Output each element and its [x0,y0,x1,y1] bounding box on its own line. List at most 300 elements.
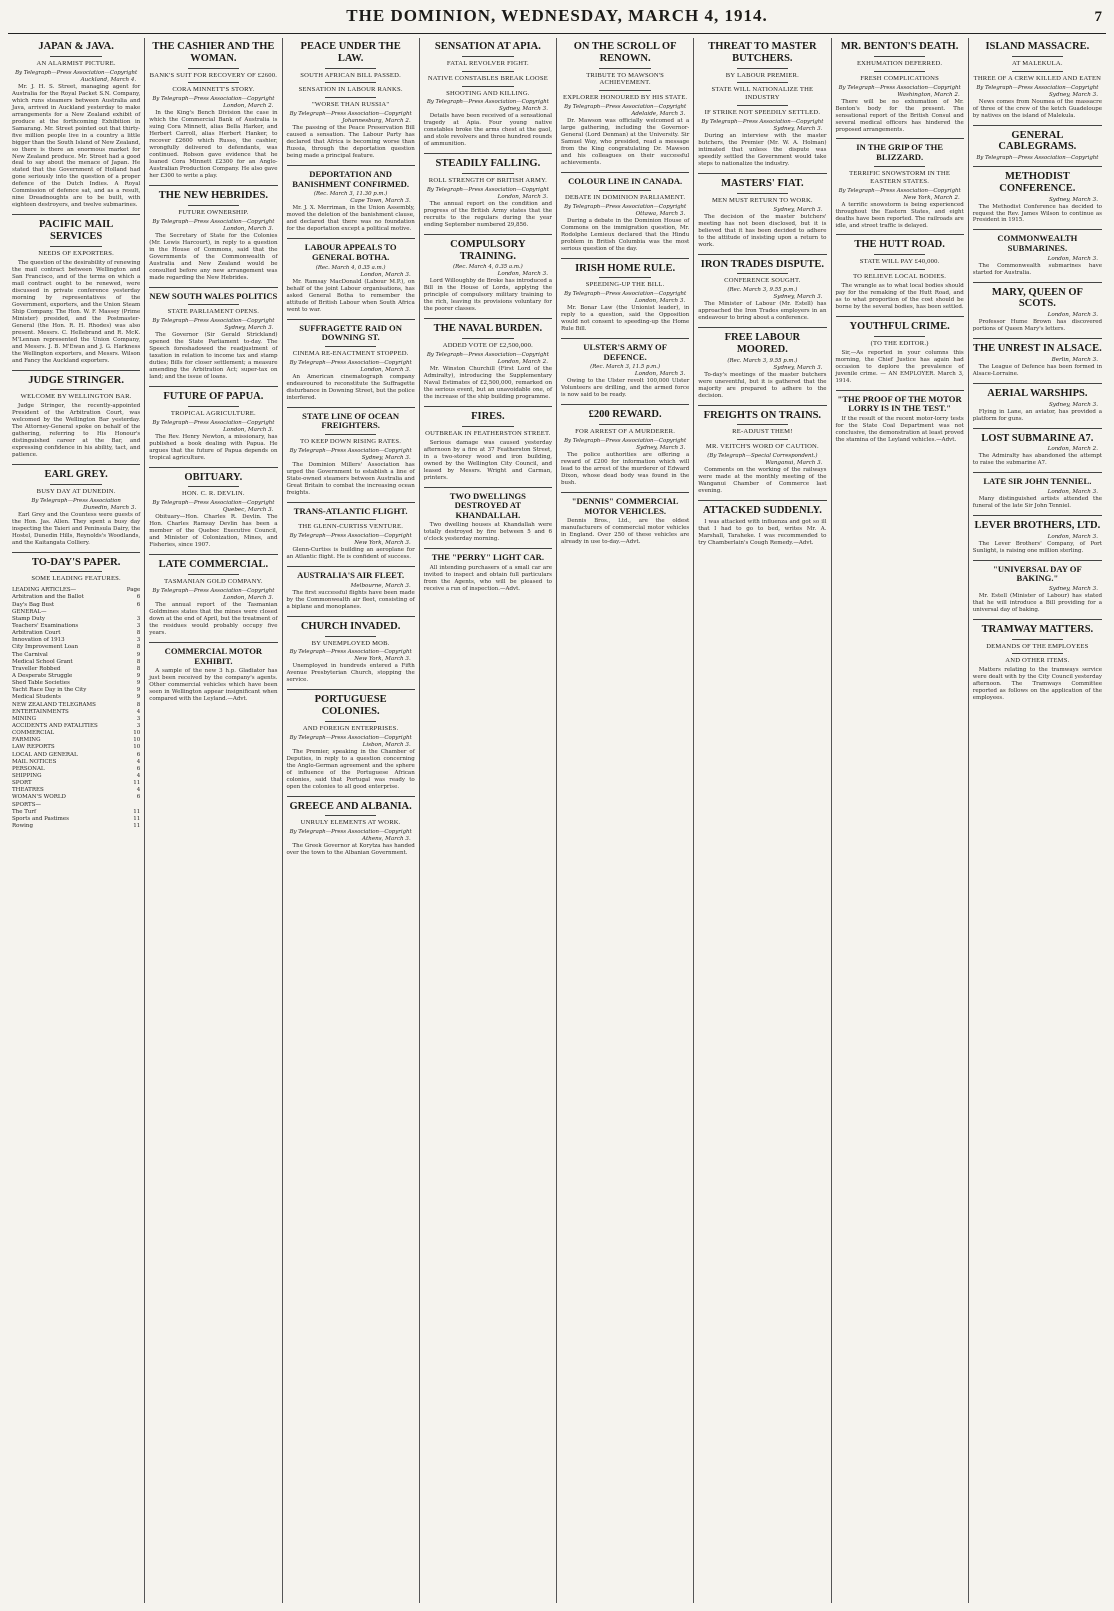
subheadline: TRIBUTE TO MAWSON'S ACHIEVEMENT. [586,71,665,87]
article-universal-day-of-baking [973,560,1102,614]
headline-rule [599,68,650,69]
headline: FREE LABOUR MOORED. [724,332,801,355]
dateline: Auckland, March 4. [80,76,137,83]
article-the-cashier-and-the-woman [149,41,277,180]
article-body: The passing of the Peace Preservation Bill caused a sensation. The Labour Party has declared that Africa is becoming worse than Russia, through the deportation question being made a principal feature. [286,125,415,160]
article-separator [973,383,1102,384]
feature-label: LAW REPORTS [12,744,55,751]
column-5 [557,38,694,1603]
headline: PORTUGUESE COLONIES. [314,694,387,718]
feature-row [12,659,140,666]
article-body: Glenn-Curtiss is building an aeroplane for an Atlantic flight. He is confident of success. [286,547,415,561]
headline: MARY, QUEEN OF SCOTS. [991,286,1083,310]
subheadline: FOR ARREST OF A MURDERER. [575,428,676,436]
headline: JUDGE STRINGER. [28,374,124,386]
feature-row [12,802,140,809]
feature-page: 11 [133,822,141,829]
wire-credit: By Telegraph—Press Association—Copyright [152,96,275,103]
headline-rule [462,86,513,87]
article-body: Mr. Ramsay MacDonald (Labour M.P.), on behalf of the joint Labour organisations, has asked General Botha to remember the attitude of British Labour when South Africa went to war. [286,278,415,313]
article-irish-home-rule [561,258,689,334]
dateline: London, March 2. [223,103,274,110]
article-separator [149,185,277,186]
subheadline: NATIVE CONSTABLES BREAK LOOSE [427,74,548,82]
feature-label: City Improvement Loan [12,644,78,651]
feature-page: 8 [136,630,141,637]
headline-rule [737,105,788,106]
wire-credit: (Rec. March 3, 11.5 p.m.) [590,364,661,371]
feature-label: Arbitration Court [12,630,61,637]
headline: THE HUTT ROAD. [854,239,945,251]
article-separator [561,258,689,259]
article-attacked-suddenly [698,500,826,547]
article-separator [424,318,552,319]
subheadline: ROLL STRENGTH OF BRITISH ARMY. [428,177,548,185]
article-body: Lord Willoughby de Broke has introduced a Bill in the House of Lords, applying the principle of compulsory military training to the rich, leaving its provisions voluntary for the poorer classes. [423,278,552,313]
headline: MR. BENTON'S DEATH. [840,41,959,52]
feature-page: 4 [136,772,141,779]
headline-rule [325,721,376,722]
article-separator [287,689,415,690]
dateline: New York, March 3. [354,540,411,547]
feature-page: 9 [136,680,141,687]
article-body: Professor Hume Brown has discovered portions of Queen Mary's letters. [972,319,1102,333]
dateline: Washington, March 2. [897,91,960,98]
article-separator [561,404,689,405]
article-separator [149,287,277,288]
feature-row [12,666,140,673]
article-body: Judge Stringer, the recently-appointed President of the Arbitration Court, was welcomed by the Wellington Bar yesterday. The Attorney-General spoke on behalf of the gathering, referring to His Honour's distinguished career at the Bar, and expressing confidence in his ability, tact, and patience. [12,403,141,459]
dateline: Johannesburg, March 2. [342,118,411,125]
article-australia-s-air-fleet [287,566,415,611]
headline-rule [1012,71,1064,72]
feature-page: 3 [136,715,141,722]
dateline: Sydney, March 3. [1048,401,1098,408]
article-tramway-matters [973,619,1102,702]
wire-credit: By Telegraph—Press Association—Copyright [15,69,138,76]
subheadline: BUSY DAY AT DUNEDIN. [36,487,116,495]
headline: LATE COMMERCIAL. [158,559,269,571]
article-body: Two dwelling houses at Khandallah were totally destroyed by fire between 5 and 6 o'clock yesterday morning. [423,522,552,543]
article-separator [698,327,826,328]
wire-credit: By Telegraph—Press Association—Copyright [152,500,275,507]
headline-rule [874,269,925,270]
article-separator [698,405,826,406]
article-body: Owing to the Ulster revolt 100,000 Ulster Volunteers are drilling, and the armed force is now said to be ready. [561,378,690,399]
subheadline: FRESH COMPLICATIONS [860,74,939,82]
subheadline: EXPLORER HONOURED BY HIS STATE. [562,94,688,102]
masthead [8,6,1106,34]
headline: TO-DAY'S PAPER. [31,556,121,568]
headline: SUFFRAGETTE RAID ON DOWNING ST. [299,322,402,343]
headline: FIRES. [471,410,505,422]
article-peace-under-the-law [287,41,415,160]
headline: OBITUARY. [184,471,243,483]
headline: LEVER BROTHERS, LTD. [974,519,1101,531]
article-body: The League of Defence has been formed in Alsace-Lorraine. [972,363,1102,377]
feature-page: 3 [136,615,141,622]
headline: FUTURE OF PAPUA. [163,391,264,403]
headline: THE NAVAL BURDEN. [433,323,543,335]
page-number: 7 [1094,9,1102,25]
article-body: The question of the desirability of renewing the mail contract between Wellington and San Francisco, and of the terms on which a mail contract ought to be renewed, were discussed in private conference yesterday morning by representatives of the Government, exporters, and the Union Steam Ship Company. The Hon. W. F. Massey (Prime Minister) presided, and the Postmaster-General (the Hon. R. H. Rhodes) was also present. Messrs. C. Hellebrand and R. McK. M'Lennan represented the Union Company, and Messrs. J. B. M'Ewan and J. G. Harkness the Wellington exporters, and Messrs. Wilson and Fancy the Auckland exporters. [12,259,141,364]
article-body: Mr. Estell (Minister of Labour) has stated that he will introduce a Bill providing for a universal day of baking. [972,592,1102,613]
article-separator [287,165,415,166]
article-body: Unemployed in hundreds entered a Fifth Avenue Presbyterian Church, stopping the service. [286,663,415,684]
article-separator [973,282,1102,283]
article-lever-brothers-ltd [973,515,1102,555]
dateline: Cape Town, March 3. [350,198,411,205]
column-2 [145,38,282,1603]
feature-row [12,780,140,787]
feature-row [12,637,140,644]
article-separator [973,515,1102,516]
headline-rule [1012,653,1064,654]
article-on-the-scroll-of-renown [561,41,689,167]
feature-label: Sports and Pastimes [12,815,69,822]
feature-label: Day's Bag Bust [12,601,55,608]
subheadline: THREE OF A CREW KILLED AND EATEN [973,74,1102,82]
article-dennis-commercial-motor-vehicles [561,492,689,546]
headline: LABOUR APPEALS TO GENERAL BOTHA. [304,242,397,262]
headline: FREIGHTS ON TRAINS. [703,409,822,421]
headline: THE UNREST IN ALSACE. [972,343,1102,355]
dateline: Sydney, March 3. [498,106,548,113]
subheadline: ADDED VOTE OF £2,500,000. [442,342,533,350]
feature-label: SHIPPING [12,772,42,779]
feature-label: LOCAL AND GENERAL [12,751,78,758]
column-6 [694,38,831,1603]
dateline: London, March 3. [497,271,548,278]
headline: ISLAND MASSACRE. [985,41,1090,52]
wire-credit: By Telegraph—Press Association—Copyright [701,119,824,126]
subheadline: SPEEDING-UP THE BILL. [585,281,665,289]
headline: THE CASHIER AND THE WOMAN. [152,41,275,64]
dateline: London, March 3. [497,194,548,201]
article-separator [973,229,1102,230]
headline: IRON TRADES DISPUTE. [700,258,824,270]
dateline: Melbourne, March 3. [350,582,411,589]
headline-rule [874,336,925,337]
wire-credit: By Telegraph—Press Association—Copyright [289,447,412,454]
headline-rule [325,82,376,83]
feature-row [12,587,140,594]
article-body: The Governor (Sir Gerald Strickland) opened the State Parliament to-day. The Speech foreshadowed the readjustment of taxation in relation to income tax and stamp duties; Bills for closer settlement; a measure amending the Arbitration Act; super-tax on land; and the issue of loans. [149,332,278,381]
article-separator [698,500,826,501]
dateline: Quebec, March 3. [222,507,274,514]
headline: COMPULSORY TRAINING. [450,238,526,262]
headline: IN THE GRIP OF THE BLIZZARD. [856,142,943,163]
feature-label: GENERAL— [12,608,47,615]
feature-page: 6 [136,751,141,758]
article-body: Mr. J. X. Merriman, in the Union Assembly, moved the deletion of the banishment clause, and declared that there was no foundation for the deportation except a political motive. [286,205,415,233]
feature-page: 8 [136,658,141,665]
article-separator [973,125,1102,126]
headline-rule [325,346,376,347]
headline: PEACE UNDER THE LAW. [300,41,401,64]
feature-page: 6 [136,794,141,801]
article-youthful-crime [836,316,964,385]
article-body: Obituary—Hon. Charles R. Devlin. The Hon. Charles Ramsay Devlin has been a member of the Quebec Executive Council, and Minister of Colonization, Mines, and Fisheries, since 1907. [149,514,278,549]
headline-rule [599,90,650,91]
article-body: The Rev. Henry Newton, a missionary, has published a book dealing with Papua. He argues that the future of Papua depends on tropical agriculture. [149,433,278,461]
wire-credit: By Telegraph—Press Association—Copyright [564,104,687,111]
subheadline: WELCOME BY WELLINGTON BAR. [20,393,132,401]
subheadline: MR. VEITCH'S WORD OF CAUTION. [705,443,819,451]
feature-label: SPORT [12,780,32,787]
article-body: Matters relating to the tramways service were dealt with by the City Council yesterday afternoon. The Tramways Committee reported as follows on the application of the employees. [972,667,1102,702]
wire-credit: By Telegraph—Press Association—Copyright [289,649,412,656]
article-separator [287,319,415,320]
article-separator [149,467,277,468]
dateline: London, March 3. [1047,533,1098,540]
headline: £200 REWARD. [588,409,662,421]
article-body: The Premier, speaking in the Chamber of Deputies, in reply to a question concerning the Anglo-German agreement and the sphere of influence of the Portuguese African colonies, said that Portugal was ready to open the colonies to all good enterprise. [286,748,415,790]
wire-credit: By Telegraph—Press Association—Copyright [976,155,1099,162]
dateline: Adelaide, March 3. [631,111,686,118]
headline: EARL GREY. [44,469,108,481]
dateline: London, March 2. [497,359,548,366]
article-body: Comments on the working of the railways were made at the monthly meeting of the Wanganui Chamber of Commerce last evening. [698,467,827,495]
headline: THREAT TO MASTER BUTCHERS. [708,41,817,64]
feature-label: ENTERTAINMENTS [12,708,69,715]
article-lost-submarine-a7 [973,428,1102,468]
headline-rule [737,273,788,274]
article-earl-grey [12,464,140,547]
subheadline: "WORSE THAN RUSSIA" [312,101,390,109]
dateline: Sydney, March 3. [361,454,411,461]
feature-page: 4 [136,758,141,765]
dateline: Sydney, March 3. [1048,196,1098,203]
dateline: London, March 2. [1047,446,1098,453]
headline: METHODIST CONFERENCE. [999,171,1076,194]
feature-label: Medical School Grant [12,658,73,665]
article-body: News comes from Noumea of the massacre of three of the crew of the ketch Guadeloupe by natives on the island of Malekula. [972,98,1102,119]
headline: STEADILY FALLING. [435,158,541,170]
article-mr-benton-s-death [836,41,964,133]
wire-credit: By Telegraph—Press Association—Copyright [426,187,549,194]
article-separator [973,338,1102,339]
article-separator [561,338,689,339]
dateline: New York, March 3. [354,656,411,663]
headline: JAPAN & JAVA. [38,41,114,52]
dateline: Sydney, March 3. [1048,91,1098,98]
headline: THE NEW HEBRIDES. [158,190,268,202]
feature-page: 3 [136,637,141,644]
feature-label: Rowing [12,822,33,829]
dateline: London, March 3. [360,271,411,278]
article-portuguese-colonies [287,689,415,790]
wire-credit: By Telegraph—Press Association—Copyright [152,587,275,594]
wire-credit: By Telegraph—Press Association—Copyright [289,359,412,366]
article-fires [424,406,552,482]
feature-label: Stamp Duty [12,615,46,622]
article-body: During a debate in the Dominion House of Commons on the immigration question, Mr. Rodolphe Lemieux declared that the Hindu problem in British Columbia was the most serious question of the day. [561,217,690,252]
wire-credit: By Telegraph—Press Association—Copyright [152,419,275,426]
dateline: Berlin, March 3. [1051,356,1098,363]
article-to-day-s-paper [12,552,140,584]
article-body: Details have been received of a sensational tragedy at Apia. Four young native constables broke the arms chest at the gaol, and stole revolvers and three hundred rounds of ammunition. [423,113,552,148]
headline-rule [188,82,239,83]
subheadline: SOUTH AFRICAN BILL PASSED. [300,71,401,79]
subheadline: CONFERENCE SOUGHT. [724,277,801,285]
feature-label: MAIL NOTICES [12,758,57,765]
subheadline: CINEMA RE-ENACTMENT STOPPED. [292,349,409,357]
feature-label: Shed Table Societies [12,680,70,687]
wire-credit: By Telegraph—Press Association [31,497,121,504]
headline-rule [325,68,376,69]
feature-row [12,694,140,701]
subheadline: AT MALEKULA. [1012,59,1063,67]
headline-rule [874,56,925,57]
headline: YOUTHFUL CRIME. [849,320,950,332]
article-body: Mr. J. H. S. Street, managing agent for Australia for the Royal Packet S.N. Company, which runs steamers between Australia and Java, arrived in Auckland yesterday to make arrangements for a New Zealand exhibit of produce at the forthcoming Exhibition in Samarang. Mr. Street pointed out that thirty-five million people live in a country a little bigger than the South Island of New Zealand, so there is there an enormous market for New Zealand produce. Mr. Street had a good deal to say about the menace of Japan. He stated that the Government of Holland had gone seriously into the question of a proper defence of the Dutch Indies. A Royal Commission of defence sat, and as a result, nine Dreadnoughts are to be built, with eighteen destroyers, and twelve submarines. [12,83,141,209]
article-separator [149,642,277,643]
subheadline: (TO THE EDITOR.) [870,339,929,347]
headline-rule [325,97,376,98]
wire-credit: By Telegraph—Press Association—Copyright [289,111,412,118]
article-body: A sample of the new 3 h.p. Gladiator has just been received by the company's agents. Other commercial vehicles which have been seen in Wellington appear insignificant when compared with the Leyland.—Advt. [149,668,278,703]
headline-rule [50,56,101,57]
feature-label: Traveller Robbed [12,665,61,672]
headline: IRISH HOME RULE. [575,262,676,274]
dateline: Sydney, March 3. [773,206,823,213]
article-body: The Greek Governor at Korytza has handed over the town to the Albanian Government. [286,843,415,857]
wire-credit: (Rec. March 3, 9.55 p.m.) [727,287,798,294]
article-late-sir-john-tenniel [973,472,1102,510]
article-body: The Dominion Millers' Association has urged the Government to establish a line of State-owned steamers between Australia and Great Britain to combat the increasing ocean freights. [286,461,415,496]
dateline: Athens, March 3. [362,836,411,843]
article-separator [149,554,277,555]
dateline: London, March 3. [1047,255,1098,262]
article-body: An American cinematograph company endeavoured to reconstitute the Suffragette disturbance in Downing Street, but the police interfered. [286,373,415,401]
dateline: London, March 3. [634,298,686,305]
article-separator [12,552,140,553]
article-iron-trades-dispute [698,254,826,323]
subheadline: TASMANIAN GOLD COMPANY. [164,578,263,586]
headline-rule [874,166,925,167]
feature-page: 6 [136,765,141,772]
feature-label: COMMERCIAL [12,730,55,737]
subheadline: TO KEEP DOWN RISING RATES. [300,437,402,445]
headline-rule [599,277,650,278]
feature-row [12,716,140,723]
article-body: Serious damage was caused yesterday afternoon by a fire at 37 Featherston Street, in a two-storey wood and iron building, owned by the Wellington City Council, and leased by Messrs. Wright and Carman, printers. [423,439,552,481]
article-obituary [149,467,277,550]
feature-label: NEW ZEALAND TELEGRAMS [12,701,96,708]
subheadline: FUTURE OWNERSHIP. [178,208,249,216]
article-separator [973,619,1102,620]
feature-page: 11 [133,780,141,787]
headline-rule [599,190,650,191]
dateline: Ottawa, March 3. [635,210,686,217]
article-labour-appeals-to-general-botha [287,238,415,313]
subheadline: NEEDS OF EXPORTERS. [38,249,114,257]
article-threat-to-master-butchers [698,41,826,168]
headline-rule [737,424,788,425]
article-separator [287,407,415,408]
headline: STATE LINE OF OCEAN FREIGHTERS. [302,410,400,431]
headline: ULSTER'S ARMY OF DEFENCE. [583,342,667,362]
article-commonwealth-submarines [973,229,1102,276]
wire-credit: (Rec. March 3, 11.30 p.m.) [313,191,388,198]
article-body: Mr. Bonar Law (the Unionist leader), in reply to a question, said the Opposition would not consent to speeding-up the Home Rule Bill. [561,305,690,333]
headline-rule [462,173,513,174]
article-body: Mr. Winston Churchill (First Lord of the Admiralty), introducing the Supplementary Naval Estimates of £2,500,000, remarked on the serious event, but an unavoidable one, of the increase of the ship building programme. [423,366,552,400]
feature-row [12,687,140,694]
article-body: If the result of the recent motor-lorry tests for the State Coal Department was not conclusive, the demonstration at least proved the stamina of the Leyland vehicles.—Advt. [835,415,964,443]
subheadline: STATE PARLIAMENT OPENS. [167,308,260,316]
dateline: Sydney, March 3. [773,126,823,133]
headline: TRANS-ATLANTIC FLIGHT. [293,505,408,516]
headline-rule [737,193,788,194]
article-future-of-papua [149,386,277,462]
headline: ATTACKED SUDDENLY. [702,505,822,517]
subheadline: OUTBREAK IN FEATHERSTON STREET. [425,429,551,437]
headline: MASTERS' FIAT. [721,178,804,190]
column-8 [969,38,1106,1603]
dateline: Lisbon, March 3. [362,741,411,748]
wire-credit: By Telegraph—Press Association—Copyright [564,291,687,298]
article-body: I was attacked with influenza and got so ill that I had to go to bed, writes Mr. A. Marshall, Taraheke. I was recommended to try Chamberlain's Cough Remedy.—Advt. [698,518,827,546]
feature-row [12,773,140,780]
features-list [12,587,140,830]
feature-label: MINING [12,715,36,722]
feature-label: Medical Students [12,694,61,701]
feature-page: 10 [133,730,141,737]
subheadline: TO RELIEVE LOCAL BODIES. [853,273,947,281]
feature-label: ACCIDENTS AND FATALITIES [12,722,98,729]
article-commercial-motor-exhibit [149,642,277,703]
article-greece-and-albania [287,796,415,858]
headline: AERIAL WARSHIPS. [987,387,1088,399]
subheadline: BY LABOUR PREMIER. [725,71,799,79]
feature-page: Page [126,587,141,594]
article-separator [973,472,1102,473]
feature-row [12,644,140,651]
article-separator [973,428,1102,429]
headline: "THE PROOF OF THE MOTOR LORRY IS IN THE TEST." [837,393,962,414]
dateline: Sydney, March 3. [773,294,823,301]
subheadline: MEN MUST RETURN TO WORK. [711,196,813,204]
headline-rule [462,71,513,72]
headline-rule [874,71,925,72]
headline-rule [188,304,239,305]
dateline: London, March 3. [223,225,274,232]
article-methodist-conference [973,166,1102,224]
feature-row [12,594,140,601]
subheadline: DEMANDS OF THE EMPLOYEES [986,642,1089,650]
subheadline: BANK'S SUIT FOR RECOVERY OF £2600. [149,71,278,79]
article-separator [287,566,415,567]
dateline: Sydney, March 3. [636,445,686,452]
feature-page: 10 [133,744,141,751]
wire-credit: By Telegraph—Press Association—Copyright [838,187,961,194]
article-separator [12,214,140,215]
column-7 [832,38,969,1603]
headline: THE "PERRY" LIGHT CAR. [431,552,544,563]
feature-page: 10 [133,737,141,744]
article-body: The annual report of the Tasmanian Goldmines states that the mines were closed down at the end of April, but the treatment of the residues would probably occupy five years. [149,601,278,636]
article-mary-queen-of-scots [973,282,1102,333]
subheadline: IF STRIKE NOT SPEEDILY SETTLED. [704,109,821,117]
newspaper-title: THE DOMINION, WEDNESDAY, MARCH 4, 1914. [346,6,768,25]
article-separator [424,406,552,407]
headline-rule [325,815,376,816]
article-separator [287,796,415,797]
headline: COLOUR LINE IN CANADA. [568,176,683,187]
article-body: To-day's meetings of the master butchers were uneventful, but it is gathered that the majority are prepared to adhere to the decision. [698,371,827,399]
